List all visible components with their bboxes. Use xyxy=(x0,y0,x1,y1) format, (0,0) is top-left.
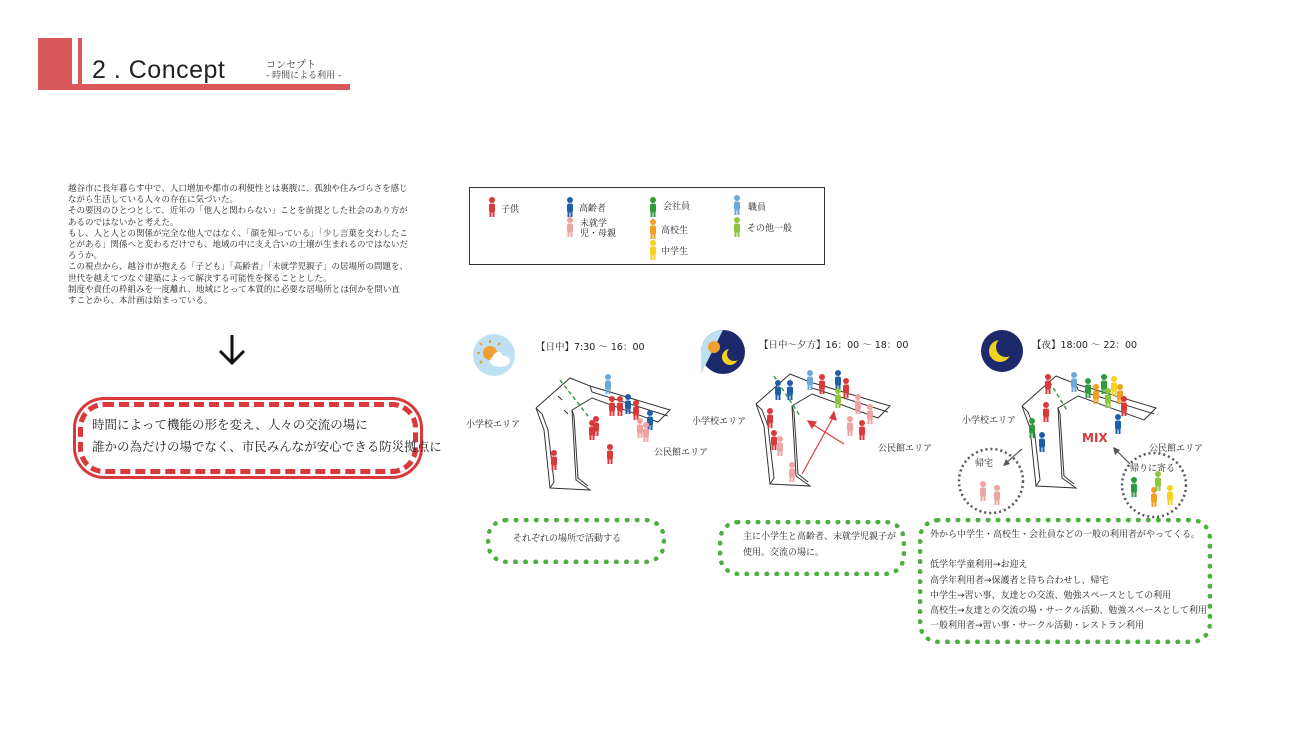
legend-swatch-worker xyxy=(650,197,656,217)
legend-label: 中学生 xyxy=(661,247,689,257)
legend-label: 未就学児・母親 xyxy=(580,219,617,239)
area-label-school: 小学校エリア xyxy=(466,420,521,430)
panel-time-label: 【日中】7:30 ～ 16：00 xyxy=(536,342,645,353)
panel-time-label: 【夜】18:00 ～ 22：00 xyxy=(1032,340,1138,351)
intro-paragraph: その要因のひとつとして、近年の「他人と関わらない」ことを前提とした社会のあり方があるのではないかと考えた。 xyxy=(68,206,408,228)
concept-line: 誰かの為だけの場でなく、市民みんなが安心できる防災拠点に xyxy=(92,439,442,454)
area-label-hall: 公民館エリア xyxy=(654,448,709,458)
concept-text xyxy=(92,414,442,458)
panel-note-line xyxy=(930,543,1207,558)
page-subtitle: コンセプト xyxy=(266,60,316,71)
legend-swatch-highschool xyxy=(650,219,656,239)
concept-line: 時間によって機能の形を変え、人々の交流の場に xyxy=(92,417,368,432)
legend-swatch-middleschool xyxy=(650,240,656,260)
area-label-school: 小学校エリア xyxy=(962,416,1017,426)
legend-label: 会社員 xyxy=(663,202,691,212)
panel-note-line: 一般利用者→習い事・サークル活動・レストラン利用 xyxy=(930,621,1145,632)
sun-moon-icon xyxy=(700,329,746,375)
panel-note xyxy=(930,528,1207,635)
mix-label: MIX xyxy=(1082,431,1108,445)
panel-note xyxy=(743,529,896,561)
go-home-arrow xyxy=(1000,446,1026,468)
legend-swatch-general xyxy=(734,217,740,237)
legend-swatch-elderly xyxy=(567,197,573,217)
header-accent-line xyxy=(78,38,82,84)
panel-note: それぞれの場所で活動する xyxy=(513,534,622,544)
legend-swatch-parent xyxy=(567,217,573,237)
legend-label: 高齢者 xyxy=(579,204,607,214)
panel-note-line: 中学生→習い事、友達との交流、勉強スペースとしての利用 xyxy=(930,590,1172,601)
panel-note-line: 使用。交流の場に。 xyxy=(743,548,825,558)
page-title: 2 . Concept xyxy=(92,56,226,84)
panel-note-line: 高校生→友達との交流の場・サークル活動、勉強スペースとして利用 xyxy=(930,606,1207,617)
intro-paragraph: 制度や責任の枠組みを一度離れ、地域にとって本質的に必要な居場所とは何かを問い直すことから、本計画は始まっている。 xyxy=(68,284,400,307)
people-day xyxy=(530,370,680,496)
legend-label: 子供 xyxy=(501,205,520,215)
area-label-hall: 公民館エリア xyxy=(1149,444,1204,454)
panel-note-line: 主に小学生と高齢者、未就学児親子が xyxy=(743,532,897,542)
sun-cloud-icon xyxy=(472,333,516,377)
legend-label: 高校生 xyxy=(661,226,689,236)
panel-time-label: 【日中～夕方】16：00 ～ 18：00 xyxy=(759,340,909,351)
down-arrow-icon xyxy=(216,333,248,367)
area-label-hall: 公民館エリア xyxy=(878,444,933,454)
header-accent-block xyxy=(38,38,72,88)
drop-by-label: 帰りに寄る xyxy=(1130,464,1176,474)
intro-paragraph: 越谷市に長年暮らす中で、人口増加や都市の利便性とは裏腹に、孤独や住みづらさを感じながら生活している人々の存在に気づいた。 xyxy=(68,184,408,206)
intro-text xyxy=(68,184,408,307)
intro-paragraph: もし、人と人との関係が完全な他人ではなく、「顔を知っている」「少し言葉を交わしたことがある」関係へと変わるだけでも、地域の中に支え合いの土壌が生まれるのではないだろうか。 xyxy=(68,228,409,262)
area-label-school: 小学校エリア xyxy=(692,417,747,427)
people-evening xyxy=(750,366,900,492)
panel-note-line: 低学年学童利用→お迎え xyxy=(930,560,1028,571)
panel-note-line: 高学年利用者→保護者と待ち合わせし、帰宅 xyxy=(930,575,1109,586)
legend-swatch-staff xyxy=(734,195,740,215)
legend-label: 職員 xyxy=(748,203,767,213)
go-home-label: 帰宅 xyxy=(975,459,994,469)
intro-paragraph: この視点から、越谷市が抱える「子ども」「高齢者」「未就学児親子」の居場所の問題を、世代を越えてつなぐ建築によって解決する可能性を探ることとした。 xyxy=(68,262,409,284)
legend-label: その他一般 xyxy=(747,224,793,234)
legend-swatch-child xyxy=(489,197,495,217)
moon-icon xyxy=(980,329,1024,373)
panel-note-line: 外から中学生・高校生・会社員などの一般の利用者がやってくる。 xyxy=(930,530,1201,540)
page-subtitle-sub: - 時間による利用 - xyxy=(266,71,342,81)
